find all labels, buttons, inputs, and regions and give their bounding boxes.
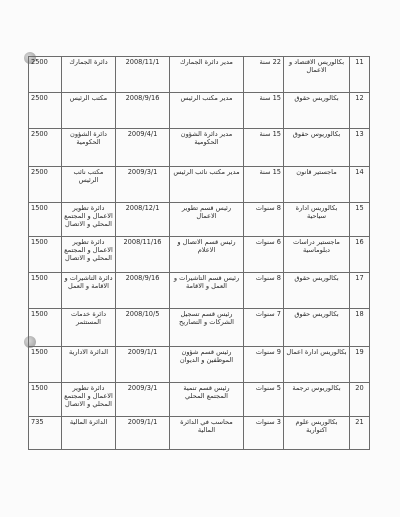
table-row — [29, 237, 370, 273]
salary-cell: 1500 — [29, 237, 62, 273]
years-cell: 3 سنوات — [244, 417, 284, 450]
row-number: 11 — [350, 57, 370, 93]
degree-cell: بكالوريوس حقوق — [284, 129, 350, 167]
table-row — [29, 167, 370, 203]
position-cell: مدير دائرة الشؤون الحكومية — [170, 129, 244, 167]
table-row — [29, 309, 370, 347]
row-number: 16 — [350, 237, 370, 273]
department-cell: دائرة تطوير الاعمال و المجتمع المحلي و الاتصال — [62, 203, 116, 237]
degree-cell: بكالوريس ادارة سياحية — [284, 203, 350, 237]
position-cell: محاسب في الدائرة المالية — [170, 417, 244, 450]
years-cell: 7 سنوات — [244, 309, 284, 347]
table-row — [29, 347, 370, 383]
years-cell: 8 سنوات — [244, 273, 284, 309]
date-cell: 2009/3/1 — [116, 383, 170, 417]
years-cell: 22 سنة — [244, 57, 284, 93]
position-cell: رئيس قسم تسجيل الشركات و التصاريح — [170, 309, 244, 347]
row-number: 20 — [350, 383, 370, 417]
row-number: 14 — [350, 167, 370, 203]
position-cell: رئيس قسم شؤون الموظفين و الديوان — [170, 347, 244, 383]
row-number: 19 — [350, 347, 370, 383]
degree-cell: ماجستير قانون — [284, 167, 350, 203]
degree-cell: ماجستير دراسات دبلوماسية — [284, 237, 350, 273]
date-cell: 2008/9/16 — [116, 273, 170, 309]
table-row — [29, 93, 370, 129]
row-number: 17 — [350, 273, 370, 309]
position-cell: رئيس قسم تطوير الاعمال — [170, 203, 244, 237]
date-cell: 2008/11/16 — [116, 237, 170, 273]
degree-cell: بكالوريس علوم اكتوارية — [284, 417, 350, 450]
department-cell: مكتب الرئيس — [62, 93, 116, 129]
row-number: 12 — [350, 93, 370, 129]
salary-cell: 1500 — [29, 347, 62, 383]
table-row — [29, 383, 370, 417]
salary-cell: 2500 — [29, 167, 62, 203]
date-cell: 2008/11/1 — [116, 57, 170, 93]
employee-table — [28, 56, 370, 450]
position-cell: مدير مكتب الرئيس — [170, 93, 244, 129]
salary-cell: 1500 — [29, 273, 62, 309]
row-number: 13 — [350, 129, 370, 167]
years-cell: 15 سنة — [244, 93, 284, 129]
degree-cell: بكالوريوس ترجمة — [284, 383, 350, 417]
row-number: 15 — [350, 203, 370, 237]
row-number: 18 — [350, 309, 370, 347]
department-cell: مكتب نائب الرئيس — [62, 167, 116, 203]
table-row — [29, 203, 370, 237]
years-cell: 15 سنة — [244, 129, 284, 167]
table-row — [29, 129, 370, 167]
degree-cell: بكالوريس حقوق — [284, 309, 350, 347]
date-cell: 2008/9/16 — [116, 93, 170, 129]
salary-cell: 1500 — [29, 383, 62, 417]
department-cell: دائرة تطوير الاعمال و المجتمع المحلي و الاتصال — [62, 237, 116, 273]
department-cell: دائرة تطوير الاعمال و المجتمع المحلي و الاتصال — [62, 383, 116, 417]
table-row — [29, 57, 370, 93]
department-cell: دائرة خدمات المستثمر — [62, 309, 116, 347]
degree-cell: بكالوريس حقوق — [284, 93, 350, 129]
position-cell: رئيس قسم تنمية المجتمع المحلي — [170, 383, 244, 417]
date-cell: 2008/12/1 — [116, 203, 170, 237]
department-cell: الدائرة الادارية — [62, 347, 116, 383]
date-cell: 2008/10/5 — [116, 309, 170, 347]
years-cell: 15 سنة — [244, 167, 284, 203]
department-cell: دائرة الجمارك — [62, 57, 116, 93]
position-cell: مدير دائرة الجمارك — [170, 57, 244, 93]
years-cell: 5 سنوات — [244, 383, 284, 417]
date-cell: 2009/1/1 — [116, 417, 170, 450]
years-cell: 8 سنوات — [244, 203, 284, 237]
row-number: 21 — [350, 417, 370, 450]
salary-cell: 735 — [29, 417, 62, 450]
position-cell: رئيس قسم الاتصال و الاعلام — [170, 237, 244, 273]
department-cell: دائرة الشؤون الحكومية — [62, 129, 116, 167]
department-cell: دائرة التاشيرات و الاقامة و العمل — [62, 273, 116, 309]
position-cell: رئيس قسم التاشيرات و العمل و الاقامة — [170, 273, 244, 309]
salary-cell: 1500 — [29, 203, 62, 237]
degree-cell: بكالوريس ادارة اعمال — [284, 347, 350, 383]
salary-cell: 2500 — [29, 57, 62, 93]
salary-cell: 2500 — [29, 93, 62, 129]
date-cell: 2009/1/1 — [116, 347, 170, 383]
date-cell: 2009/4/1 — [116, 129, 170, 167]
salary-cell: 2500 — [29, 129, 62, 167]
years-cell: 9 سنوات — [244, 347, 284, 383]
salary-cell: 1500 — [29, 309, 62, 347]
degree-cell: بكالوريس حقوق — [284, 273, 350, 309]
degree-cell: بكالوريس الاقتصاد و الاعمال — [284, 57, 350, 93]
years-cell: 6 سنوات — [244, 237, 284, 273]
department-cell: الدائرة المالية — [62, 417, 116, 450]
date-cell: 2009/3/1 — [116, 167, 170, 203]
table-row — [29, 417, 370, 450]
table-row — [29, 273, 370, 309]
position-cell: مدير مكتب نائب الرئيس — [170, 167, 244, 203]
